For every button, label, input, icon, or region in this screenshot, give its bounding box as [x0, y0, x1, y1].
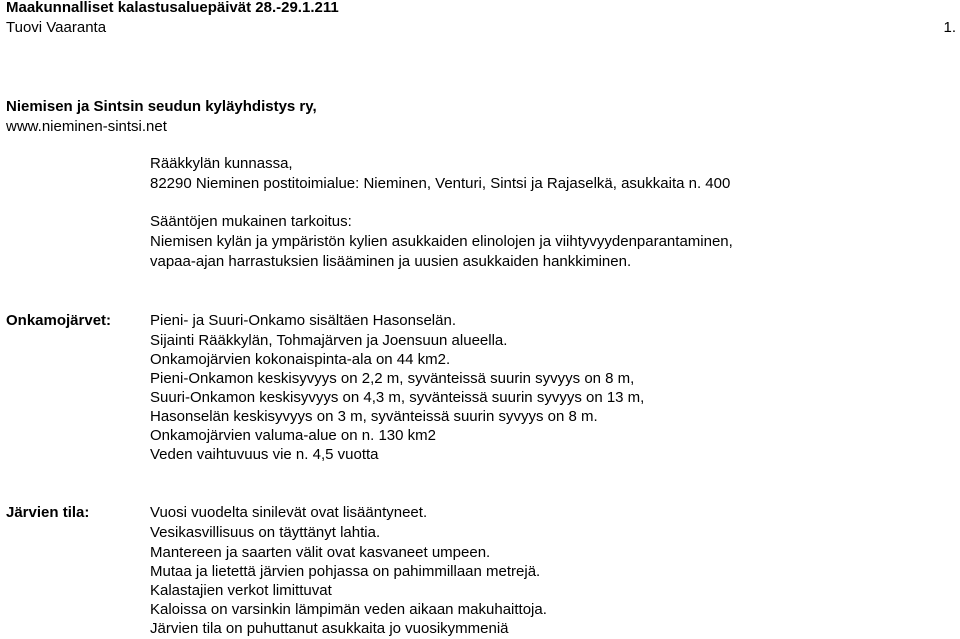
- onkamojarvet-line: Onkamojärvien valuma-alue on n. 130 km2: [150, 427, 436, 444]
- jarvien-tila-line: Vuosi vuodelta sinilevät ovat lisääntyneet.: [150, 504, 428, 521]
- onkamojarvet-line: Pieni- ja Suuri-Onkamo sisältäen Hasonselän.: [150, 312, 456, 329]
- jarvien-tila-label: Järvien tila:: [6, 504, 90, 521]
- purpose-line: Niemisen kylän ja ympäristön kylien asukkaiden elinolojen ja viihtyvyydenparantaminen,: [150, 233, 733, 250]
- onkamojarvet-line: Onkamojärvien kokonaispinta-ala on 44 km2.: [150, 351, 451, 368]
- jarvien-tila-line: Järvien tila on puhuttanut asukkaita jo vuosikymmeniä: [150, 620, 509, 637]
- onkamojarvet-label: Onkamojärvet:: [6, 312, 112, 329]
- association-website: www.nieminen-sintsi.net: [6, 118, 167, 135]
- jarvien-tila-line: Vesikasvillisuus on täyttänyt lahtia.: [150, 524, 381, 541]
- onkamojarvet-line: Veden vaihtuvuus vie n. 4,5 vuotta: [150, 446, 379, 463]
- location-line-2: 82290 Nieminen postitoimialue: Nieminen, Venturi, Sintsi ja Rajaselkä, asukkaita n. 400: [150, 175, 731, 192]
- location-line-1: Rääkkylän kunnassa,: [150, 155, 293, 172]
- purpose-heading: Sääntöjen mukainen tarkoitus:: [150, 213, 352, 230]
- jarvien-tila-line: Kalastajien verkot limittuvat: [150, 582, 332, 599]
- onkamojarvet-line: Sijainti Rääkkylän, Tohmajärven ja Joensuun alueella.: [150, 332, 508, 349]
- onkamojarvet-line: Suuri-Onkamon keskisyvyys on 4,3 m, syvänteissä suurin syvyys on 13 m,: [150, 389, 645, 406]
- jarvien-tila-line: Kaloissa on varsinkin lämpimän veden aikaan makuhaittoja.: [150, 601, 547, 618]
- onkamojarvet-line: Hasonselän keskisyvyys on 3 m, syvänteissä suurin syvyys on 8 m.: [150, 408, 598, 425]
- jarvien-tila-line: Mutaa ja lietettä järvien pohjassa on pahimmillaan metrejä.: [150, 563, 541, 580]
- page-number: 1.: [943, 19, 956, 36]
- document-title: Maakunnalliset kalastusaluepäivät 28.-29.1.211: [6, 0, 339, 16]
- onkamojarvet-line: Pieni-Onkamon keskisyvyys on 2,2 m, syvänteissä suurin syvyys on 8 m,: [150, 370, 635, 387]
- purpose-line: vapaa-ajan harrastuksien lisääminen ja uusien asukkaiden hankkiminen.: [150, 253, 632, 270]
- document-author: Tuovi Vaaranta: [6, 19, 107, 36]
- association-name: Niemisen ja Sintsin seudun kyläyhdistys ry,: [6, 98, 317, 115]
- jarvien-tila-line: Mantereen ja saarten välit ovat kasvaneet umpeen.: [150, 544, 491, 561]
